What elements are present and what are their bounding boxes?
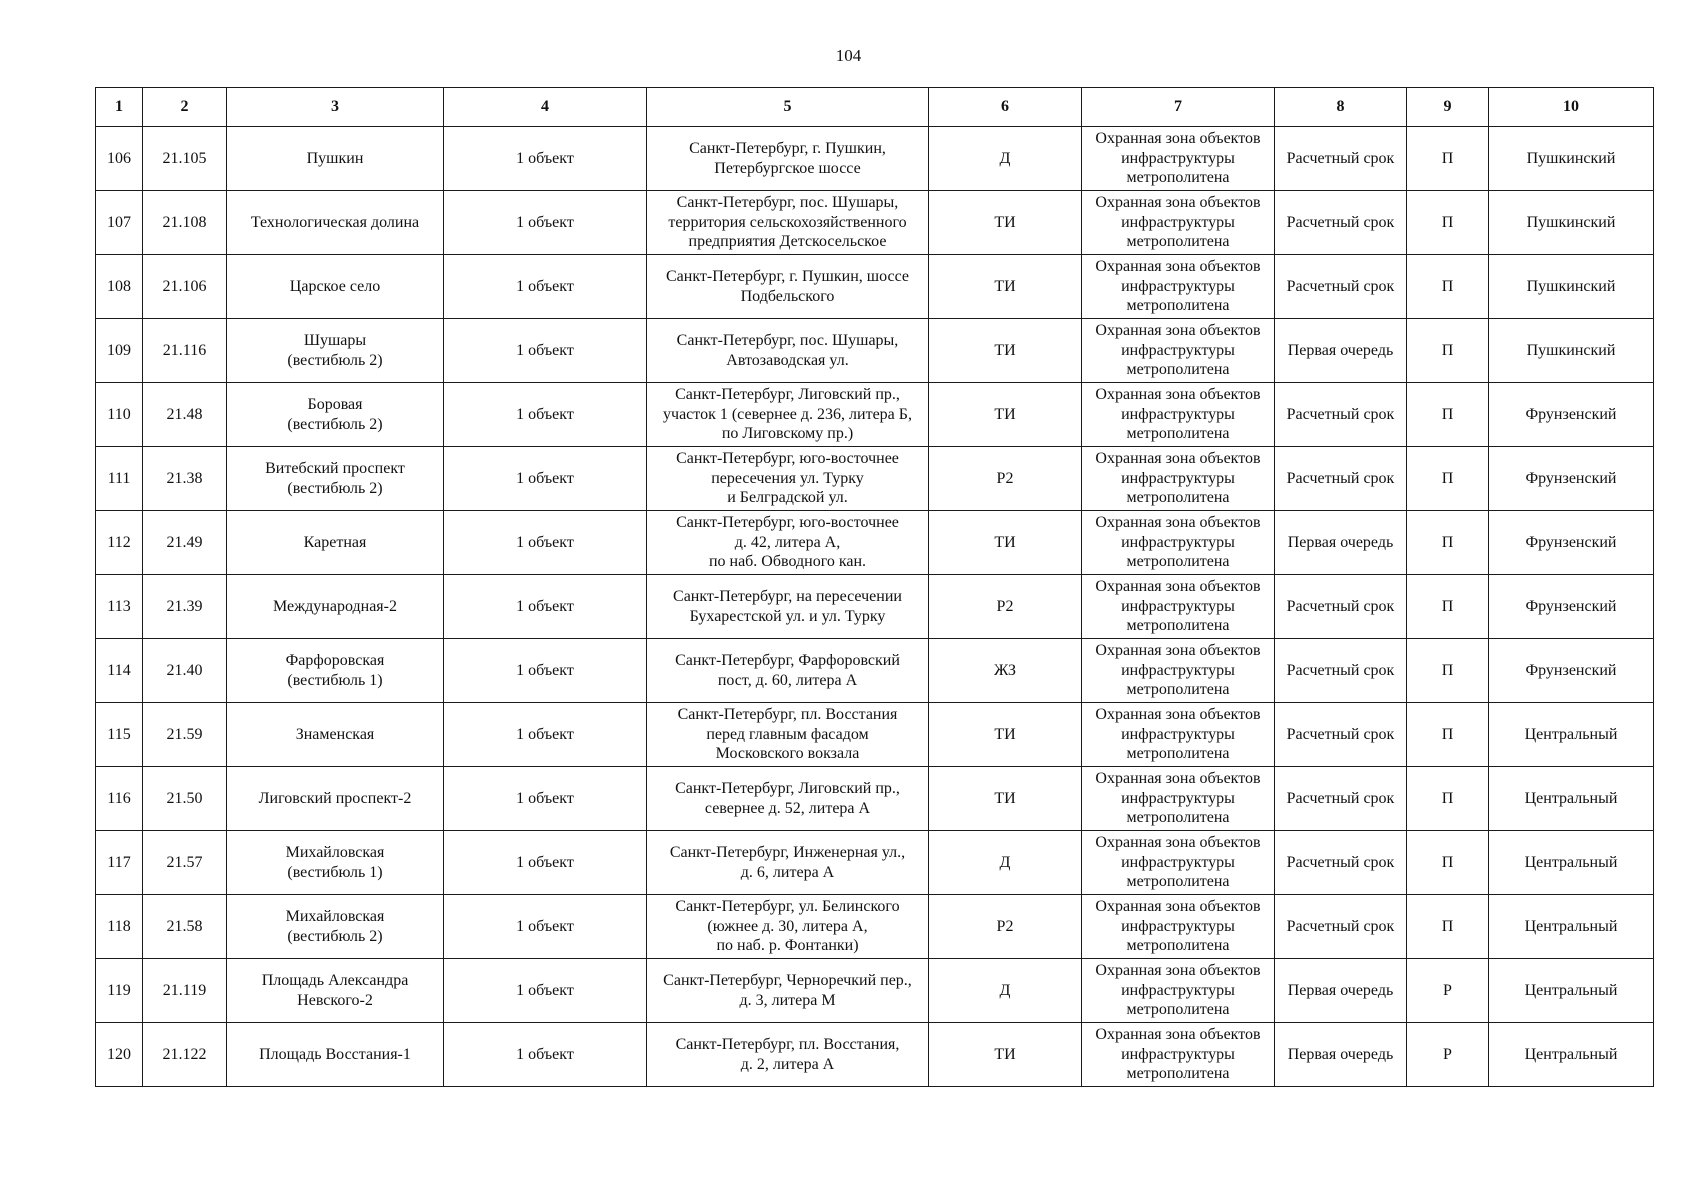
header-cell-2: 2 xyxy=(143,88,227,127)
location-cell: Санкт-Петербург, Черноречкий пер., д. 3, литера М xyxy=(647,959,929,1023)
row-number-cell: 108 xyxy=(96,255,143,319)
table-row xyxy=(96,1023,1654,1087)
term-cell: Расчетный срок xyxy=(1275,831,1407,895)
row-number-cell: 110 xyxy=(96,383,143,447)
term-cell: Расчетный срок xyxy=(1275,255,1407,319)
header-cell-6: 6 xyxy=(929,88,1082,127)
station-name-cell: Фарфоровская (вестибюль 1) xyxy=(227,639,444,703)
term-cell: Расчетный срок xyxy=(1275,767,1407,831)
row-number-cell: 119 xyxy=(96,959,143,1023)
row-number-cell: 115 xyxy=(96,703,143,767)
location-cell: Санкт-Петербург, г. Пушкин, Петербургское шоссе xyxy=(647,127,929,191)
status-cell: П xyxy=(1407,511,1489,575)
location-cell: Санкт-Петербург, пл. Восстания перед главным фасадом Московского вокзала xyxy=(647,703,929,767)
district-cell: Фрунзенский xyxy=(1489,511,1654,575)
district-cell: Пушкинский xyxy=(1489,191,1654,255)
protection-zone-cell: Охранная зона объектов инфраструктуры метрополитена xyxy=(1082,383,1275,447)
location-cell: Санкт-Петербург, юго-восточнее пересечения ул. Турку и Белградской ул. xyxy=(647,447,929,511)
zone-code-cell: Р2 xyxy=(929,895,1082,959)
term-cell: Первая очередь xyxy=(1275,319,1407,383)
protection-zone-cell: Охранная зона объектов инфраструктуры метрополитена xyxy=(1082,127,1275,191)
page-number: 104 xyxy=(835,46,862,65)
code-cell: 21.108 xyxy=(143,191,227,255)
header-cell-1: 1 xyxy=(96,88,143,127)
code-cell: 21.38 xyxy=(143,447,227,511)
station-name-cell: Михайловская (вестибюль 1) xyxy=(227,831,444,895)
status-cell: П xyxy=(1407,831,1489,895)
header-row xyxy=(96,88,1654,127)
protection-zone-cell: Охранная зона объектов инфраструктуры метрополитена xyxy=(1082,255,1275,319)
protection-zone-cell: Охранная зона объектов инфраструктуры метрополитена xyxy=(1082,895,1275,959)
status-cell: П xyxy=(1407,639,1489,703)
station-name-cell: Царское село xyxy=(227,255,444,319)
protection-zone-cell: Охранная зона объектов инфраструктуры метрополитена xyxy=(1082,575,1275,639)
code-cell: 21.50 xyxy=(143,767,227,831)
status-cell: П xyxy=(1407,383,1489,447)
object-count-cell: 1 объект xyxy=(444,447,647,511)
status-cell: П xyxy=(1407,895,1489,959)
status-cell: П xyxy=(1407,703,1489,767)
header-cell-8: 8 xyxy=(1275,88,1407,127)
zone-code-cell: ТИ xyxy=(929,383,1082,447)
object-count-cell: 1 объект xyxy=(444,831,647,895)
header-cell-7: 7 xyxy=(1082,88,1275,127)
code-cell: 21.40 xyxy=(143,639,227,703)
table-row xyxy=(96,319,1654,383)
status-cell: П xyxy=(1407,255,1489,319)
zone-code-cell: Д xyxy=(929,959,1082,1023)
row-number-cell: 112 xyxy=(96,511,143,575)
location-cell: Санкт-Петербург, г. Пушкин, шоссе Подбельского xyxy=(647,255,929,319)
station-name-cell: Международная-2 xyxy=(227,575,444,639)
object-count-cell: 1 объект xyxy=(444,319,647,383)
zone-code-cell: ТИ xyxy=(929,191,1082,255)
object-count-cell: 1 объект xyxy=(444,639,647,703)
station-name-cell: Михайловская (вестибюль 2) xyxy=(227,895,444,959)
status-cell: П xyxy=(1407,767,1489,831)
object-count-cell: 1 объект xyxy=(444,191,647,255)
object-count-cell: 1 объект xyxy=(444,895,647,959)
header-cell-3: 3 xyxy=(227,88,444,127)
station-name-cell: Технологическая долина xyxy=(227,191,444,255)
station-name-cell: Боровая (вестибюль 2) xyxy=(227,383,444,447)
object-count-cell: 1 объект xyxy=(444,767,647,831)
zone-code-cell: Р2 xyxy=(929,447,1082,511)
table-row xyxy=(96,511,1654,575)
protection-zone-cell: Охранная зона объектов инфраструктуры метрополитена xyxy=(1082,831,1275,895)
zone-code-cell: ТИ xyxy=(929,703,1082,767)
term-cell: Первая очередь xyxy=(1275,1023,1407,1087)
table-row xyxy=(96,895,1654,959)
district-cell: Центральный xyxy=(1489,767,1654,831)
header-cell-5: 5 xyxy=(647,88,929,127)
table-row xyxy=(96,191,1654,255)
station-name-cell: Площадь Александра Невского-2 xyxy=(227,959,444,1023)
station-name-cell: Площадь Восстания-1 xyxy=(227,1023,444,1087)
station-name-cell: Пушкин xyxy=(227,127,444,191)
district-cell: Центральный xyxy=(1489,703,1654,767)
code-cell: 21.58 xyxy=(143,895,227,959)
header-cell-4: 4 xyxy=(444,88,647,127)
table-row xyxy=(96,703,1654,767)
station-name-cell: Лиговский проспект-2 xyxy=(227,767,444,831)
protection-zone-cell: Охранная зона объектов инфраструктуры метрополитена xyxy=(1082,767,1275,831)
object-count-cell: 1 объект xyxy=(444,959,647,1023)
code-cell: 21.49 xyxy=(143,511,227,575)
header-cell-10: 10 xyxy=(1489,88,1654,127)
location-cell: Санкт-Петербург, Лиговский пр., участок 1 (севернее д. 236, литера Б, по Лиговскому пр.) xyxy=(647,383,929,447)
district-cell: Пушкинский xyxy=(1489,255,1654,319)
protection-zone-cell: Охранная зона объектов инфраструктуры метрополитена xyxy=(1082,511,1275,575)
zone-code-cell: Д xyxy=(929,831,1082,895)
zone-code-cell: ЖЗ xyxy=(929,639,1082,703)
zone-code-cell: Д xyxy=(929,127,1082,191)
status-cell: Р xyxy=(1407,1023,1489,1087)
station-name-cell: Витебский проспект (вестибюль 2) xyxy=(227,447,444,511)
row-number-cell: 111 xyxy=(96,447,143,511)
table-row xyxy=(96,959,1654,1023)
table-row xyxy=(96,767,1654,831)
protection-zone-cell: Охранная зона объектов инфраструктуры метрополитена xyxy=(1082,447,1275,511)
term-cell: Расчетный срок xyxy=(1275,639,1407,703)
location-cell: Санкт-Петербург, Фарфоровский пост, д. 60, литера А xyxy=(647,639,929,703)
row-number-cell: 113 xyxy=(96,575,143,639)
district-cell: Центральный xyxy=(1489,831,1654,895)
term-cell: Расчетный срок xyxy=(1275,575,1407,639)
row-number-cell: 116 xyxy=(96,767,143,831)
status-cell: П xyxy=(1407,447,1489,511)
district-cell: Фрунзенский xyxy=(1489,575,1654,639)
table-row xyxy=(96,447,1654,511)
row-number-cell: 107 xyxy=(96,191,143,255)
term-cell: Расчетный срок xyxy=(1275,447,1407,511)
code-cell: 21.119 xyxy=(143,959,227,1023)
table-row xyxy=(96,255,1654,319)
location-cell: Санкт-Петербург, Лиговский пр., севернее д. 52, литера А xyxy=(647,767,929,831)
row-number-cell: 120 xyxy=(96,1023,143,1087)
code-cell: 21.39 xyxy=(143,575,227,639)
zone-code-cell: ТИ xyxy=(929,1023,1082,1087)
row-number-cell: 114 xyxy=(96,639,143,703)
row-number-cell: 109 xyxy=(96,319,143,383)
status-cell: Р xyxy=(1407,959,1489,1023)
district-cell: Центральный xyxy=(1489,1023,1654,1087)
district-cell: Пушкинский xyxy=(1489,127,1654,191)
object-count-cell: 1 объект xyxy=(444,1023,647,1087)
table-body xyxy=(96,127,1654,1087)
protection-zone-cell: Охранная зона объектов инфраструктуры метрополитена xyxy=(1082,1023,1275,1087)
term-cell: Расчетный срок xyxy=(1275,127,1407,191)
code-cell: 21.105 xyxy=(143,127,227,191)
district-cell: Пушкинский xyxy=(1489,319,1654,383)
protection-zone-cell: Охранная зона объектов инфраструктуры метрополитена xyxy=(1082,191,1275,255)
code-cell: 21.106 xyxy=(143,255,227,319)
location-cell: Санкт-Петербург, Инженерная ул., д. 6, литера А xyxy=(647,831,929,895)
district-cell: Центральный xyxy=(1489,895,1654,959)
protection-zone-cell: Охранная зона объектов инфраструктуры метрополитена xyxy=(1082,959,1275,1023)
location-cell: Санкт-Петербург, юго-восточнее д. 42, литера А, по наб. Обводного кан. xyxy=(647,511,929,575)
station-name-cell: Знаменская xyxy=(227,703,444,767)
code-cell: 21.116 xyxy=(143,319,227,383)
code-cell: 21.59 xyxy=(143,703,227,767)
table-header xyxy=(96,88,1654,127)
object-count-cell: 1 объект xyxy=(444,127,647,191)
row-number-cell: 118 xyxy=(96,895,143,959)
term-cell: Расчетный срок xyxy=(1275,895,1407,959)
status-cell: П xyxy=(1407,127,1489,191)
status-cell: П xyxy=(1407,575,1489,639)
district-cell: Фрунзенский xyxy=(1489,447,1654,511)
table-row xyxy=(96,639,1654,703)
term-cell: Первая очередь xyxy=(1275,959,1407,1023)
district-cell: Фрунзенский xyxy=(1489,383,1654,447)
term-cell: Расчетный срок xyxy=(1275,191,1407,255)
object-count-cell: 1 объект xyxy=(444,575,647,639)
registry-table xyxy=(95,87,1654,1087)
location-cell: Санкт-Петербург, пос. Шушары, территория сельскохозяйственного предприятия Детскосельское xyxy=(647,191,929,255)
protection-zone-cell: Охранная зона объектов инфраструктуры метрополитена xyxy=(1082,703,1275,767)
zone-code-cell: ТИ xyxy=(929,255,1082,319)
term-cell: Расчетный срок xyxy=(1275,703,1407,767)
code-cell: 21.57 xyxy=(143,831,227,895)
district-cell: Центральный xyxy=(1489,959,1654,1023)
zone-code-cell: Р2 xyxy=(929,575,1082,639)
protection-zone-cell: Охранная зона объектов инфраструктуры метрополитена xyxy=(1082,319,1275,383)
object-count-cell: 1 объект xyxy=(444,703,647,767)
object-count-cell: 1 объект xyxy=(444,255,647,319)
station-name-cell: Каретная xyxy=(227,511,444,575)
station-name-cell: Шушары (вестибюль 2) xyxy=(227,319,444,383)
term-cell: Расчетный срок xyxy=(1275,383,1407,447)
zone-code-cell: ТИ xyxy=(929,511,1082,575)
row-number-cell: 117 xyxy=(96,831,143,895)
location-cell: Санкт-Петербург, ул. Белинского (южнее д. 30, литера А, по наб. р. Фонтанки) xyxy=(647,895,929,959)
code-cell: 21.48 xyxy=(143,383,227,447)
object-count-cell: 1 объект xyxy=(444,511,647,575)
table-row xyxy=(96,383,1654,447)
status-cell: П xyxy=(1407,319,1489,383)
protection-zone-cell: Охранная зона объектов инфраструктуры метрополитена xyxy=(1082,639,1275,703)
table-row xyxy=(96,575,1654,639)
table-row xyxy=(96,831,1654,895)
zone-code-cell: ТИ xyxy=(929,767,1082,831)
table-row xyxy=(96,127,1654,191)
zone-code-cell: ТИ xyxy=(929,319,1082,383)
location-cell: Санкт-Петербург, на пересечении Бухарестской ул. и ул. Турку xyxy=(647,575,929,639)
term-cell: Первая очередь xyxy=(1275,511,1407,575)
row-number-cell: 106 xyxy=(96,127,143,191)
status-cell: П xyxy=(1407,191,1489,255)
district-cell: Фрунзенский xyxy=(1489,639,1654,703)
object-count-cell: 1 объект xyxy=(444,383,647,447)
location-cell: Санкт-Петербург, пос. Шушары, Автозаводская ул. xyxy=(647,319,929,383)
header-cell-9: 9 xyxy=(1407,88,1489,127)
code-cell: 21.122 xyxy=(143,1023,227,1087)
location-cell: Санкт-Петербург, пл. Восстания, д. 2, литера А xyxy=(647,1023,929,1087)
